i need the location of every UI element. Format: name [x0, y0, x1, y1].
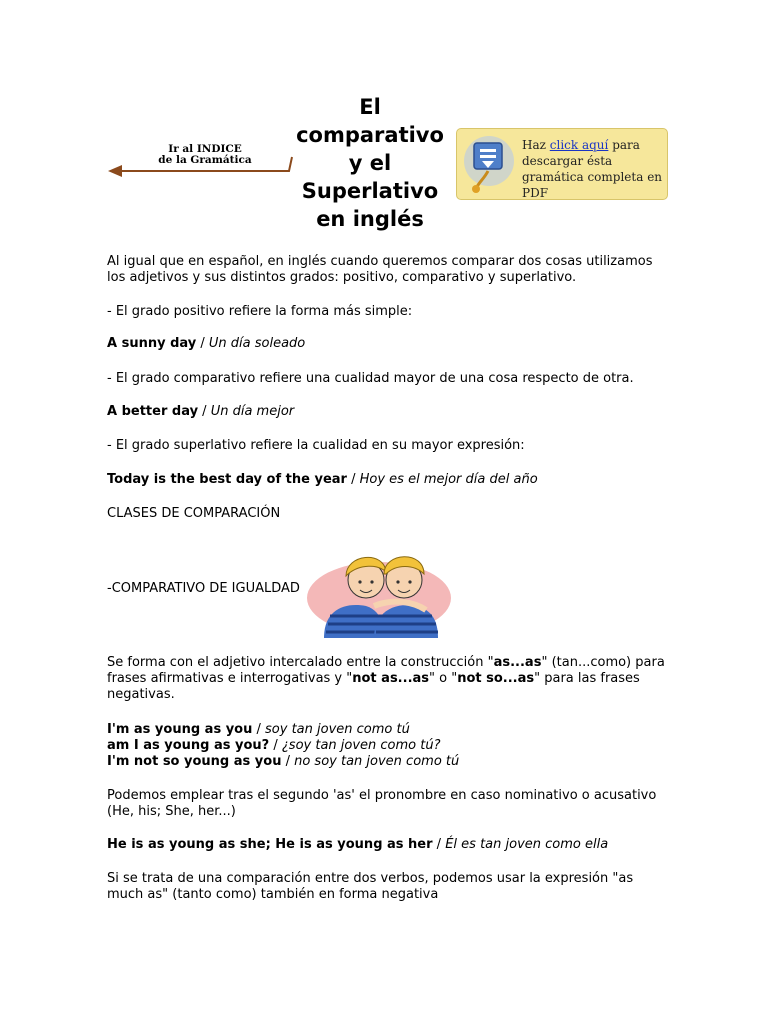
- superlative-description: - El grado superlativo refiere la cualidad en su mayor expresión:: [107, 438, 525, 453]
- comparative-description: - El grado comparativo refiere una cualidad mayor de una cosa respecto de otra.: [107, 371, 634, 386]
- pronoun-example: He is as young as she; He is as young as her / Él es tan joven como ella: [107, 837, 609, 852]
- example-line: I'm as young as you / soy tan joven como tú: [107, 722, 410, 737]
- positive-example: A sunny day / Un día soleado: [107, 336, 306, 351]
- equality-description: Se forma con el adjetivo intercalado entre la construcción "as...as" (tan...como) para frases afirmativas e interrogativas y "not as...as" o "not so...as" para las frases negativas.: [107, 655, 665, 702]
- superlative-example: Today is the best day of the year / Hoy es el mejor día del año: [107, 472, 538, 487]
- comparative-example: A better day / Un día mejor: [107, 404, 295, 419]
- index-link-line2: de la Gramática: [158, 154, 252, 166]
- example-line: am I as young as you? / ¿soy tan joven como tú?: [107, 738, 441, 753]
- pronoun-note: Podemos emplear tras el segundo 'as' el pronombre en caso nominativo o acusativo (He, his; She, her...): [107, 788, 657, 819]
- two-boys-illustration: [304, 540, 454, 640]
- equality-heading: -COMPARATIVO DE IGUALDAD: [107, 581, 300, 596]
- page-title: El comparativo y el Superlativo en inglés: [296, 95, 444, 231]
- intro-paragraph: Al igual que en español, en inglés cuando queremos comparar dos cosas utilizamos los adjetivos y sus distintos grados: positivo, comparativo y superlativo.: [107, 254, 653, 285]
- index-link-line1: Ir al INDICE: [168, 143, 242, 155]
- pdf-banner-text: Haz click aquí para descargar ésta gramática completa en PDF: [522, 138, 663, 200]
- pdf-click-link[interactable]: click aquí: [549, 138, 609, 152]
- positive-description: - El grado positivo refiere la forma más simple:: [107, 304, 413, 319]
- classes-heading: CLASES DE COMPARACIÓN: [107, 506, 281, 521]
- index-link[interactable]: [106, 138, 296, 182]
- example-line: I'm not so young as you / no soy tan joven como tú: [107, 754, 460, 769]
- equality-examples: [107, 722, 667, 770]
- pdf-download-icon: [458, 131, 520, 195]
- verbs-note: Si se trata de una comparación entre dos verbos, podemos usar la expresión "as much as" (tanto como) también en forma negativa: [107, 871, 634, 902]
